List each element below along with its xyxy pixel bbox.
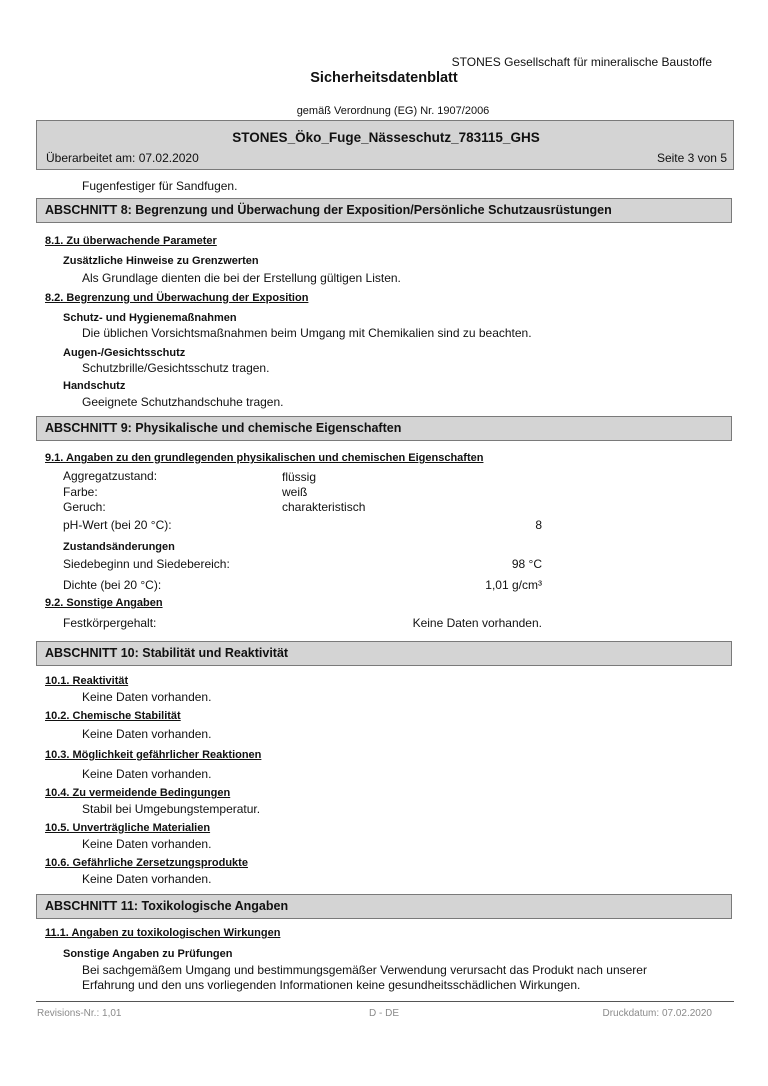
property-label: Aggregatzustand:	[63, 469, 158, 483]
regulation-text: gemäß Verordnung (EG) Nr. 1907/2006	[296, 105, 490, 117]
property-value: Keine Daten vorhanden.	[412, 616, 542, 630]
limit-notes-text: Als Grundlage dienten die bei der Erstellung gültigen Listen.	[82, 271, 401, 285]
property-label: Dichte (bei 20 °C):	[63, 578, 162, 592]
hand-protection-text: Geeignete Schutzhandschuhe tragen.	[82, 395, 284, 409]
page-number: Seite 3 von 5	[656, 151, 727, 165]
subsection-10-5-text: Keine Daten vorhanden.	[82, 837, 212, 851]
property-value: 1,01 g/cm³	[485, 578, 542, 592]
property-value: 98 °C	[511, 557, 542, 571]
document-title: Sicherheitsdatenblatt	[310, 70, 458, 86]
section-9-header	[36, 416, 732, 441]
section-9-title: ABSCHNITT 9: Physikalische und chemische Eigenschaften	[45, 421, 402, 435]
product-name: STONES_Öko_Fuge_Nässeschutz_783115_GHS	[232, 130, 540, 145]
revision-number: Revisions-Nr.: 1,01	[37, 1008, 122, 1019]
subsection-10-3-text: Keine Daten vorhanden.	[82, 767, 212, 781]
print-date: Druckdatum: 07.02.2020	[602, 1008, 712, 1019]
property-label: Festkörpergehalt:	[63, 616, 157, 630]
test-info-text-line-1: Bei sachgemäßem Umgang und bestimmungsgemäßer Verwendung verursacht das Produkt nach unserer	[82, 963, 647, 977]
company-name: STONES Gesellschaft für mineralische Baustoffe	[451, 55, 712, 69]
section-8-header	[36, 198, 732, 223]
property-value: flüssig	[282, 470, 317, 484]
state-changes-heading: Zustandsänderungen	[63, 541, 175, 553]
section-11-title: ABSCHNITT 11: Toxikologische Angaben	[45, 899, 289, 913]
subsection-8-2: 8.2. Begrenzung und Überwachung der Exposition	[45, 292, 309, 304]
property-value: charakteristisch	[282, 500, 366, 514]
subsection-10-4-text: Stabil bei Umgebungstemperatur.	[82, 802, 261, 816]
hygiene-text: Die üblichen Vorsichtsmaßnahmen beim Umgang mit Chemikalien sind zu beachten.	[82, 326, 532, 340]
hand-protection-heading: Handschutz	[63, 380, 126, 392]
language-code: D - DE	[369, 1008, 399, 1019]
footer-divider	[36, 1001, 734, 1002]
property-label: Geruch:	[63, 500, 106, 514]
section-11-header	[36, 894, 732, 919]
property-value: weiß	[282, 485, 308, 499]
subsection-10-3: 10.3. Möglichkeit gefährlicher Reaktionen	[45, 749, 262, 761]
eye-protection-text: Schutzbrille/Gesichtsschutz tragen.	[82, 361, 270, 375]
test-info-text-line-2: Erfahrung und den uns vorliegenden Informationen keine gesundheitsschädlichen Wirkungen.	[82, 978, 581, 992]
subsection-10-5: 10.5. Unverträgliche Materialien	[45, 822, 211, 834]
test-info-heading: Sonstige Angaben zu Prüfungen	[63, 948, 233, 960]
subsection-9-2: 9.2. Sonstige Angaben	[45, 597, 163, 609]
subsection-10-6: 10.6. Gefährliche Zersetzungsprodukte	[45, 857, 248, 869]
property-value: 8	[535, 518, 542, 532]
subsection-8-1: 8.1. Zu überwachende Parameter	[45, 235, 217, 247]
hygiene-heading: Schutz- und Hygienemaßnahmen	[63, 312, 237, 324]
subsection-10-2-text: Keine Daten vorhanden.	[82, 727, 212, 741]
subsection-11-1: 11.1. Angaben zu toxikologischen Wirkungen	[45, 927, 281, 939]
intro-text: Fugenfestiger für Sandfugen.	[82, 179, 238, 193]
property-label: Farbe:	[63, 485, 98, 499]
subsection-10-4: 10.4. Zu vermeidende Bedingungen	[45, 787, 231, 799]
subsection-10-1: 10.1. Reaktivität	[45, 675, 129, 687]
revision-date: Überarbeitet am: 07.02.2020	[46, 151, 199, 165]
limit-notes-heading: Zusätzliche Hinweise zu Grenzwerten	[63, 255, 259, 267]
subsection-10-6-text: Keine Daten vorhanden.	[82, 872, 212, 886]
section-10-header	[36, 641, 732, 666]
subsection-9-1: 9.1. Angaben zu den grundlegenden physikalischen und chemischen Eigenschaften	[45, 452, 484, 464]
eye-protection-heading: Augen-/Gesichtsschutz	[63, 347, 186, 359]
subsection-10-2: 10.2. Chemische Stabilität	[45, 710, 181, 722]
product-header-box	[36, 120, 734, 170]
section-8-title: ABSCHNITT 8: Begrenzung und Überwachung der Exposition/Persönliche Schutzausrüstungen	[45, 203, 612, 217]
subsection-10-1-text: Keine Daten vorhanden.	[82, 690, 212, 704]
property-label: Siedebeginn und Siedebereich:	[63, 557, 230, 571]
property-label: pH-Wert (bei 20 °C):	[63, 518, 172, 532]
section-10-title: ABSCHNITT 10: Stabilität und Reaktivität	[45, 646, 289, 660]
